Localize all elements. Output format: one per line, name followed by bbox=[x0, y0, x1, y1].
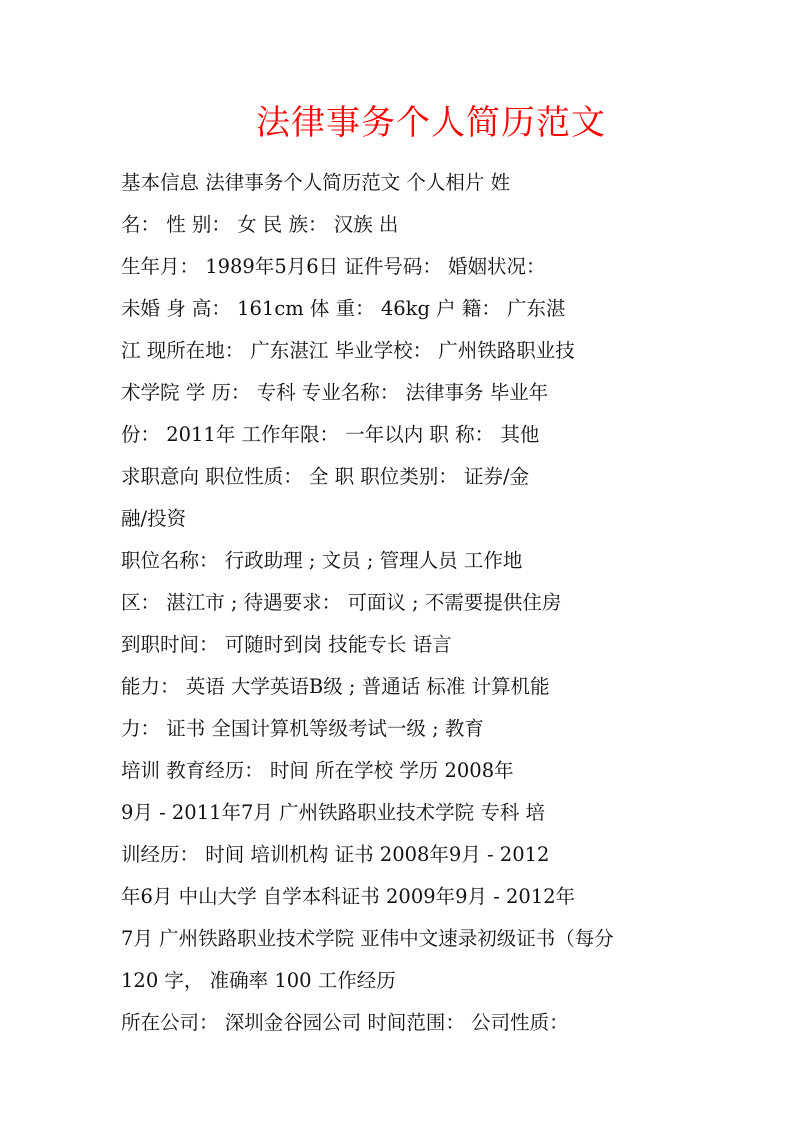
body-line-9: 融/投资 bbox=[121, 507, 187, 530]
body-line-10: 职位名称： 行政助理 ; 文员 ; 管理人员 工作地 bbox=[121, 549, 523, 572]
body-line-7: 份： 2011年 工作年限： 一年以内 职 称： 其他 bbox=[121, 423, 540, 446]
body-line-6: 术学院 学 历： 专科 专业名称： 法律事务 毕业年 bbox=[121, 381, 549, 404]
body-line-18: 年6月 中山大学 自学本科证书 2009年9月 - 2012年 bbox=[121, 885, 576, 908]
body-line-21: 所在公司： 深圳金谷园公司 时间范围： 公司性质： bbox=[121, 1011, 569, 1034]
body-line-20: 120 字， 准确率 100 工作经历 bbox=[121, 969, 396, 992]
body-line-5: 江 现所在地： 广东湛江 毕业学校： 广州铁路职业技 bbox=[121, 339, 575, 362]
body-line-3: 生年月： 1989年5月6日 证件号码： 婚姻状况： bbox=[121, 255, 546, 278]
body-line-17: 训经历： 时间 培训机构 证书 2008年9月 - 2012 bbox=[121, 843, 550, 866]
body-line-13: 能力： 英语 大学英语B级 ; 普通话 标准 计算机能 bbox=[121, 675, 550, 698]
body-line-15: 培训 教育经历： 时间 所在学校 学历 2008年 bbox=[121, 759, 514, 782]
body-line-4: 未婚 身 高： 161cm 体 重： 46kg 户 籍： 广东湛 bbox=[121, 297, 566, 320]
body-line-8: 求职意向 职位性质： 全 职 职位类别： 证券/金 bbox=[121, 465, 530, 488]
body-line-12: 到职时间： 可随时到岗 技能专长 语言 bbox=[121, 633, 452, 656]
body-line-19: 7月 广州铁路职业技术学院 亚伟中文速录初级证书（每分 bbox=[121, 927, 614, 950]
body-line-1: 基本信息 法律事务个人简历范文 个人相片 姓 bbox=[121, 171, 511, 194]
body-line-16: 9月 - 2011年7月 广州铁路职业技术学院 专科 培 bbox=[121, 801, 546, 824]
body-line-2: 名： 性 别： 女 民 族： 汉族 出 bbox=[121, 213, 399, 236]
document-title: 法律事务个人简历范文 bbox=[256, 103, 606, 143]
body-line-14: 力： 证书 全国计算机等级考试一级 ; 教育 bbox=[121, 717, 484, 740]
body-line-11: 区： 湛江市 ; 待遇要求： 可面议 ; 不需要提供住房 bbox=[121, 591, 562, 614]
